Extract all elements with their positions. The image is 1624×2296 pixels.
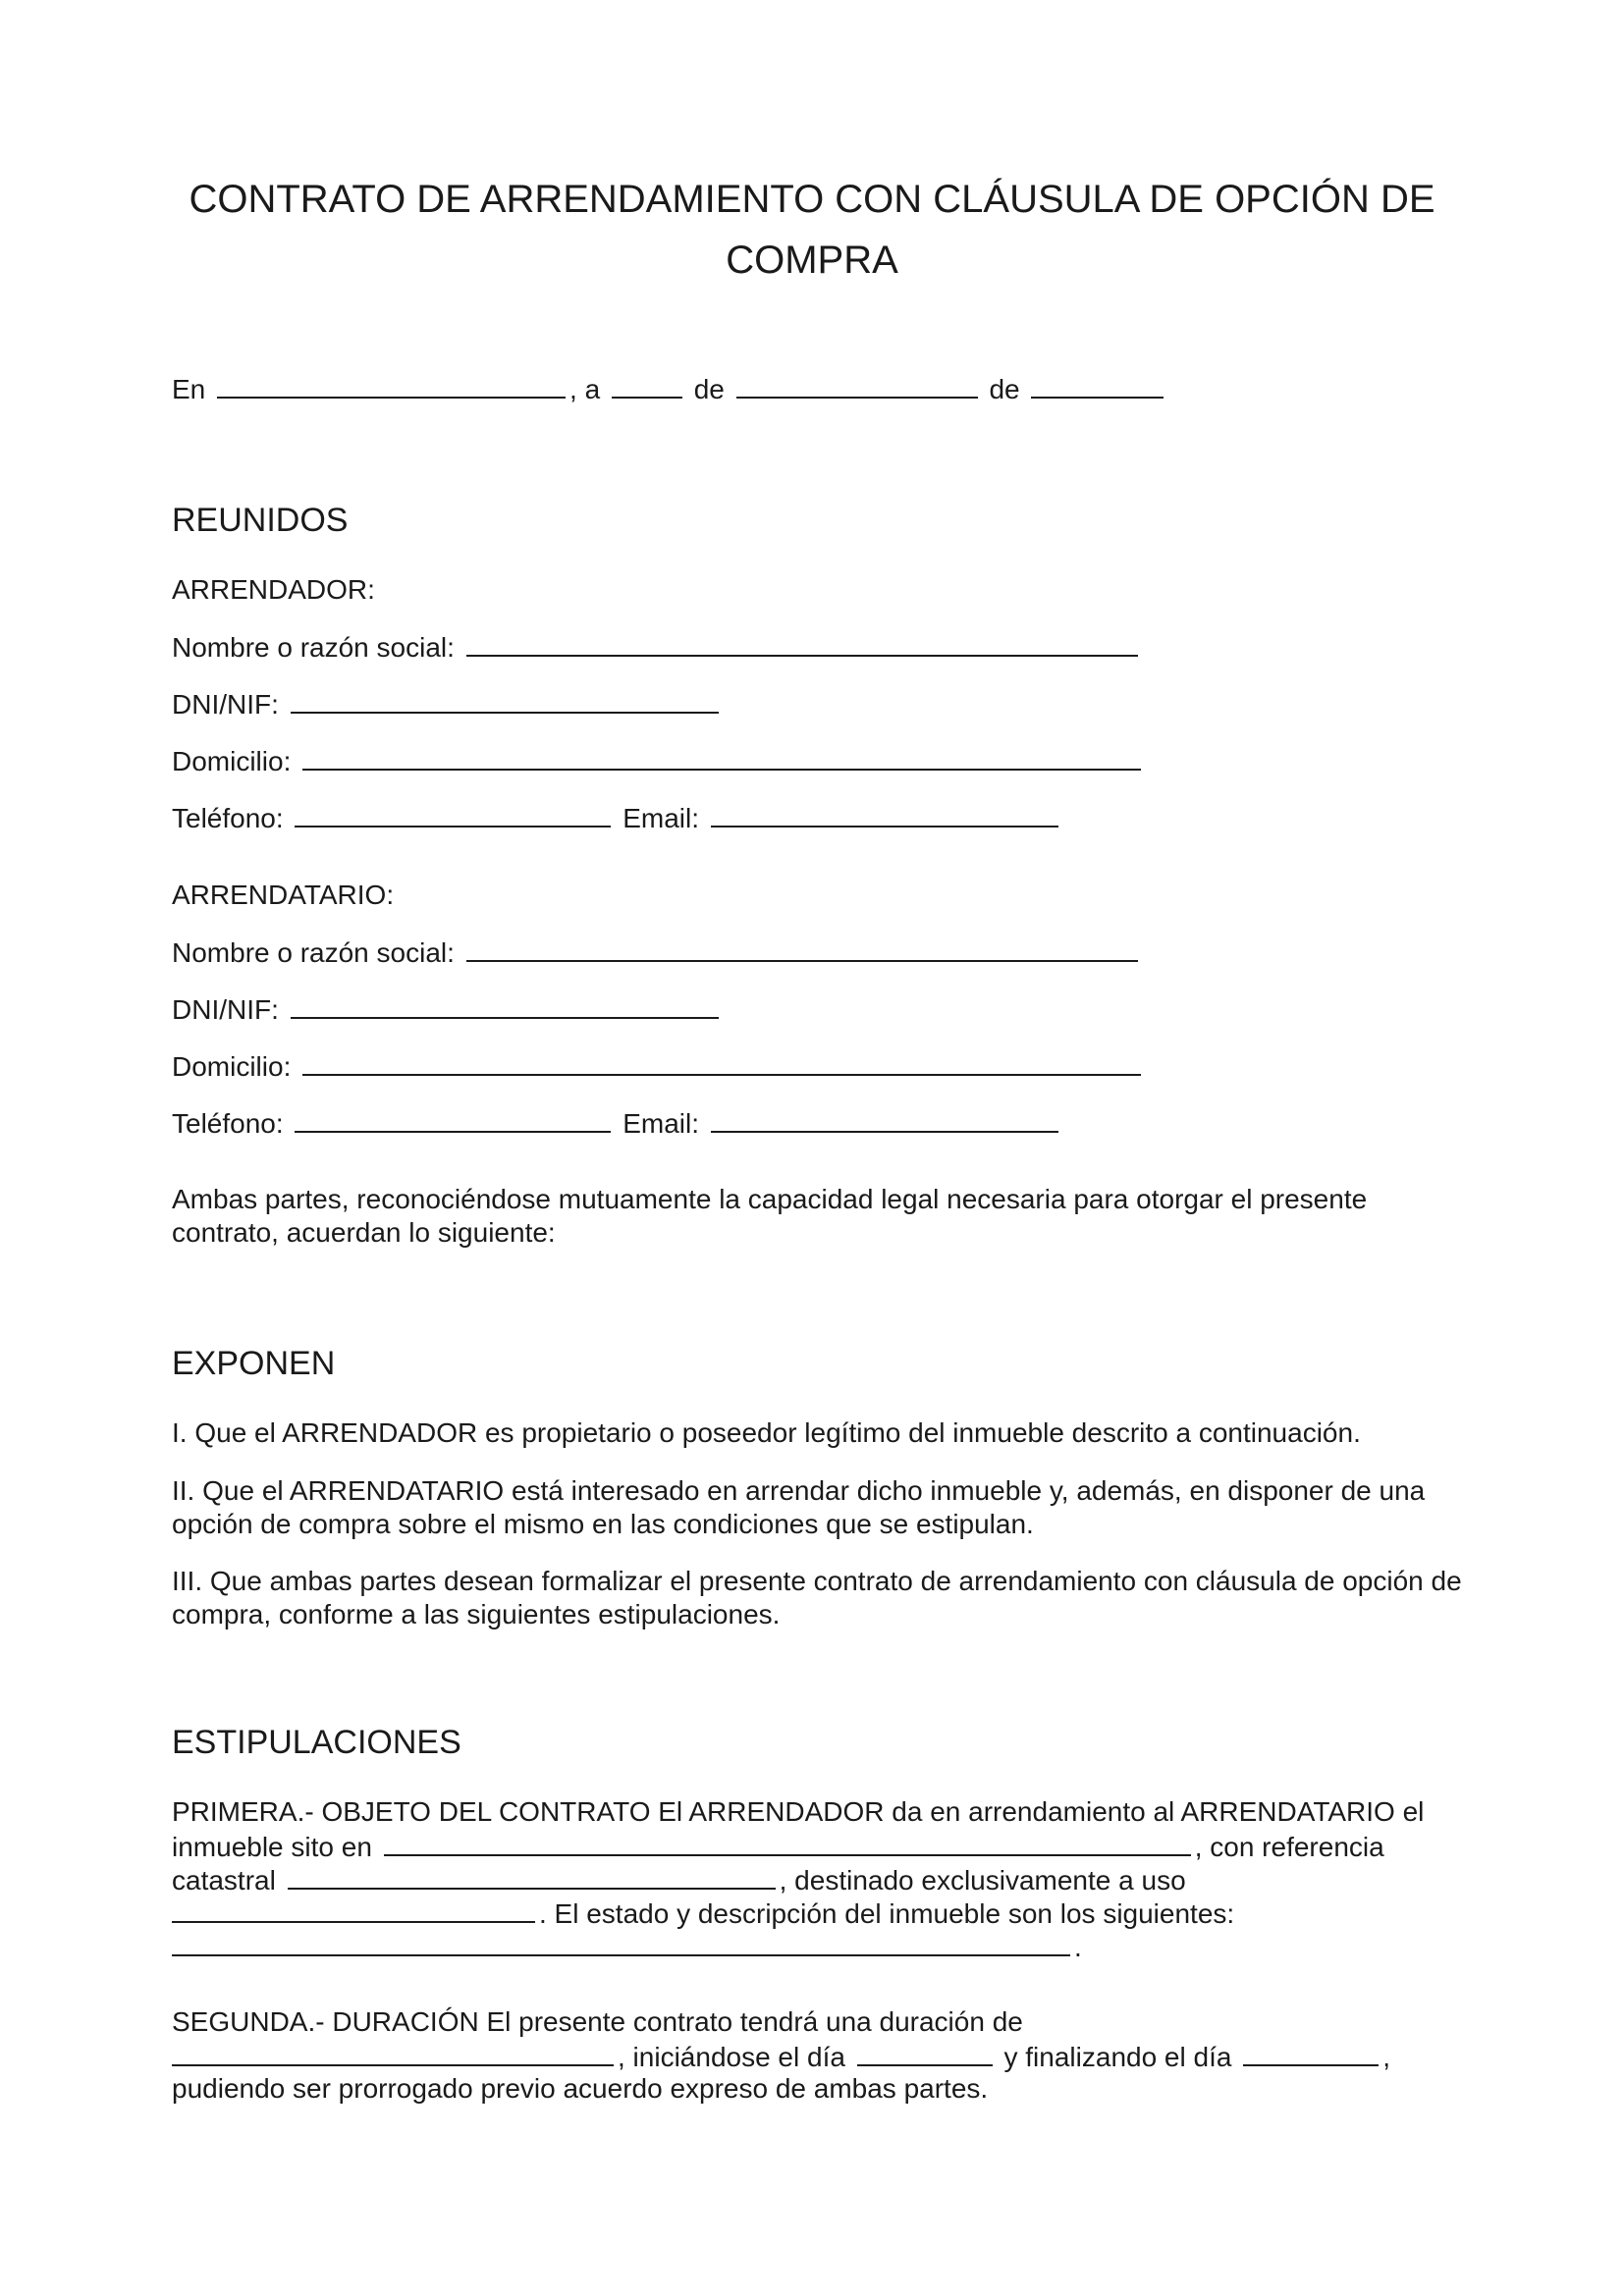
day-blank[interactable] — [612, 371, 682, 399]
title-line-2: COMPRA — [726, 239, 898, 282]
en-label: En — [172, 374, 206, 404]
arrendador-telefono-blank[interactable] — [295, 800, 611, 828]
reunidos-heading: REUNIDOS — [172, 502, 349, 539]
primera-final-period: . — [1074, 1932, 1082, 1962]
segunda-inicio-label: , iniciándose el día — [618, 2042, 845, 2072]
estipulaciones-heading: ESTIPULACIONES — [172, 1724, 461, 1761]
primera-line-3 — [172, 1862, 1186, 1897]
primera-line-4 — [172, 1896, 1234, 1931]
arrendador-label: ARRENDADOR: — [172, 574, 375, 605]
arrendador-dni-line — [172, 686, 723, 721]
exponen-iii-line-1: III. Que ambas partes desean formalizar el presente contrato de arrendamiento con cláusula de opción de — [172, 1566, 1462, 1596]
primera-line-2 — [172, 1829, 1384, 1864]
arrendatario-dni-line — [172, 991, 723, 1027]
arrendador-contacto-line — [172, 800, 1062, 835]
arrendatario-contacto-line — [172, 1105, 1062, 1141]
fecha-fin-blank[interactable] — [1243, 2039, 1379, 2066]
segunda-line-1: SEGUNDA.- DURACIÓN El presente contrato tendrá una duración de — [172, 2006, 1023, 2037]
inmueble-direccion-blank[interactable] — [384, 1829, 1191, 1856]
arrendador-nombre-blank[interactable] — [466, 629, 1138, 657]
arrendador-domicilio-label: Domicilio: — [172, 746, 292, 776]
place-blank[interactable] — [217, 371, 566, 399]
arrendador-dni-blank[interactable] — [291, 686, 719, 714]
fecha-inicio-blank[interactable] — [857, 2039, 993, 2066]
arrendatario-dni-blank[interactable] — [291, 991, 719, 1019]
place-date-line — [172, 371, 1167, 406]
arrendatario-domicilio-blank[interactable] — [302, 1048, 1141, 1076]
arrendatario-domicilio-label: Domicilio: — [172, 1051, 292, 1082]
estado-descripcion-blank[interactable] — [172, 1929, 1070, 1956]
arrendador-telefono-label: Teléfono: — [172, 803, 284, 833]
ambas-partes-line-2: contrato, acuerdan lo siguiente: — [172, 1217, 556, 1248]
arrendatario-email-blank[interactable] — [711, 1105, 1058, 1133]
arrendatario-dni-label: DNI/NIF: — [172, 994, 279, 1025]
uso-blank[interactable] — [172, 1896, 535, 1923]
arrendatario-label: ARRENDATARIO: — [172, 880, 395, 910]
arrendatario-telefono-label: Teléfono: — [172, 1108, 284, 1139]
arrendador-dni-label: DNI/NIF: — [172, 689, 279, 720]
arrendatario-nombre-line — [172, 934, 1142, 970]
primera-line-1: PRIMERA.- OBJETO DEL CONTRATO El ARRENDADOR da en arrendamiento al ARRENDATARIO el — [172, 1796, 1425, 1827]
segunda-line-3: pudiendo ser prorrogado previo acuerdo expreso de ambas partes. — [172, 2073, 989, 2104]
document-title — [0, 169, 1624, 291]
arrendatario-email-label: Email: — [623, 1108, 699, 1139]
a-label: , a — [569, 374, 601, 404]
arrendatario-nombre-label: Nombre o razón social: — [172, 937, 455, 968]
title-line-1: CONTRATO DE ARRENDAMIENTO CON CLÁUSULA DE OPCIÓN DE — [189, 178, 1435, 221]
primera-catastral-label: catastral — [172, 1865, 276, 1896]
exponen-ii-line-1: II. Que el ARRENDATARIO está interesado en arrendar dicho inmueble y, además, en disponer de una — [172, 1475, 1426, 1506]
de-label-2: de — [989, 374, 1020, 404]
primera-line-5 — [172, 1929, 1082, 1964]
exponen-i: I. Que el ARRENDADOR es propietario o poseedor legítimo del inmueble descrito a continuación. — [172, 1417, 1361, 1448]
exponen-ii-line-2: opción de compra sobre el mismo en las condiciones que se estipulan. — [172, 1509, 1034, 1539]
referencia-catastral-blank[interactable] — [288, 1862, 776, 1890]
de-label-1: de — [693, 374, 725, 404]
ambas-partes-line-1: Ambas partes, reconociéndose mutuamente la capacidad legal necesaria para otorgar el presente — [172, 1184, 1368, 1214]
year-blank[interactable] — [1031, 371, 1164, 399]
arrendatario-telefono-blank[interactable] — [295, 1105, 611, 1133]
primera-inmueble-label: inmueble sito en — [172, 1832, 372, 1862]
segunda-comma: , — [1382, 2042, 1390, 2072]
arrendador-email-label: Email: — [623, 803, 699, 833]
arrendador-nombre-line — [172, 629, 1142, 665]
primera-uso-label: , destinado exclusivamente a uso — [779, 1865, 1186, 1896]
arrendatario-domicilio-line — [172, 1048, 1145, 1084]
duracion-blank[interactable] — [172, 2039, 614, 2066]
arrendador-domicilio-line — [172, 743, 1145, 778]
exponen-heading: EXPONEN — [172, 1345, 336, 1382]
arrendador-nombre-label: Nombre o razón social: — [172, 632, 455, 663]
arrendatario-nombre-blank[interactable] — [466, 934, 1138, 962]
month-blank[interactable] — [736, 371, 978, 399]
segunda-line-2 — [172, 2039, 1390, 2074]
arrendador-domicilio-blank[interactable] — [302, 743, 1141, 771]
exponen-iii-line-2: compra, conforme a las siguientes estipulaciones. — [172, 1599, 781, 1629]
primera-referencia-label: , con referencia — [1194, 1832, 1384, 1862]
arrendador-email-blank[interactable] — [711, 800, 1058, 828]
primera-estado-label: . El estado y descripción del inmueble son los siguientes: — [539, 1898, 1235, 1929]
segunda-fin-label: y finalizando el día — [1003, 2042, 1232, 2072]
